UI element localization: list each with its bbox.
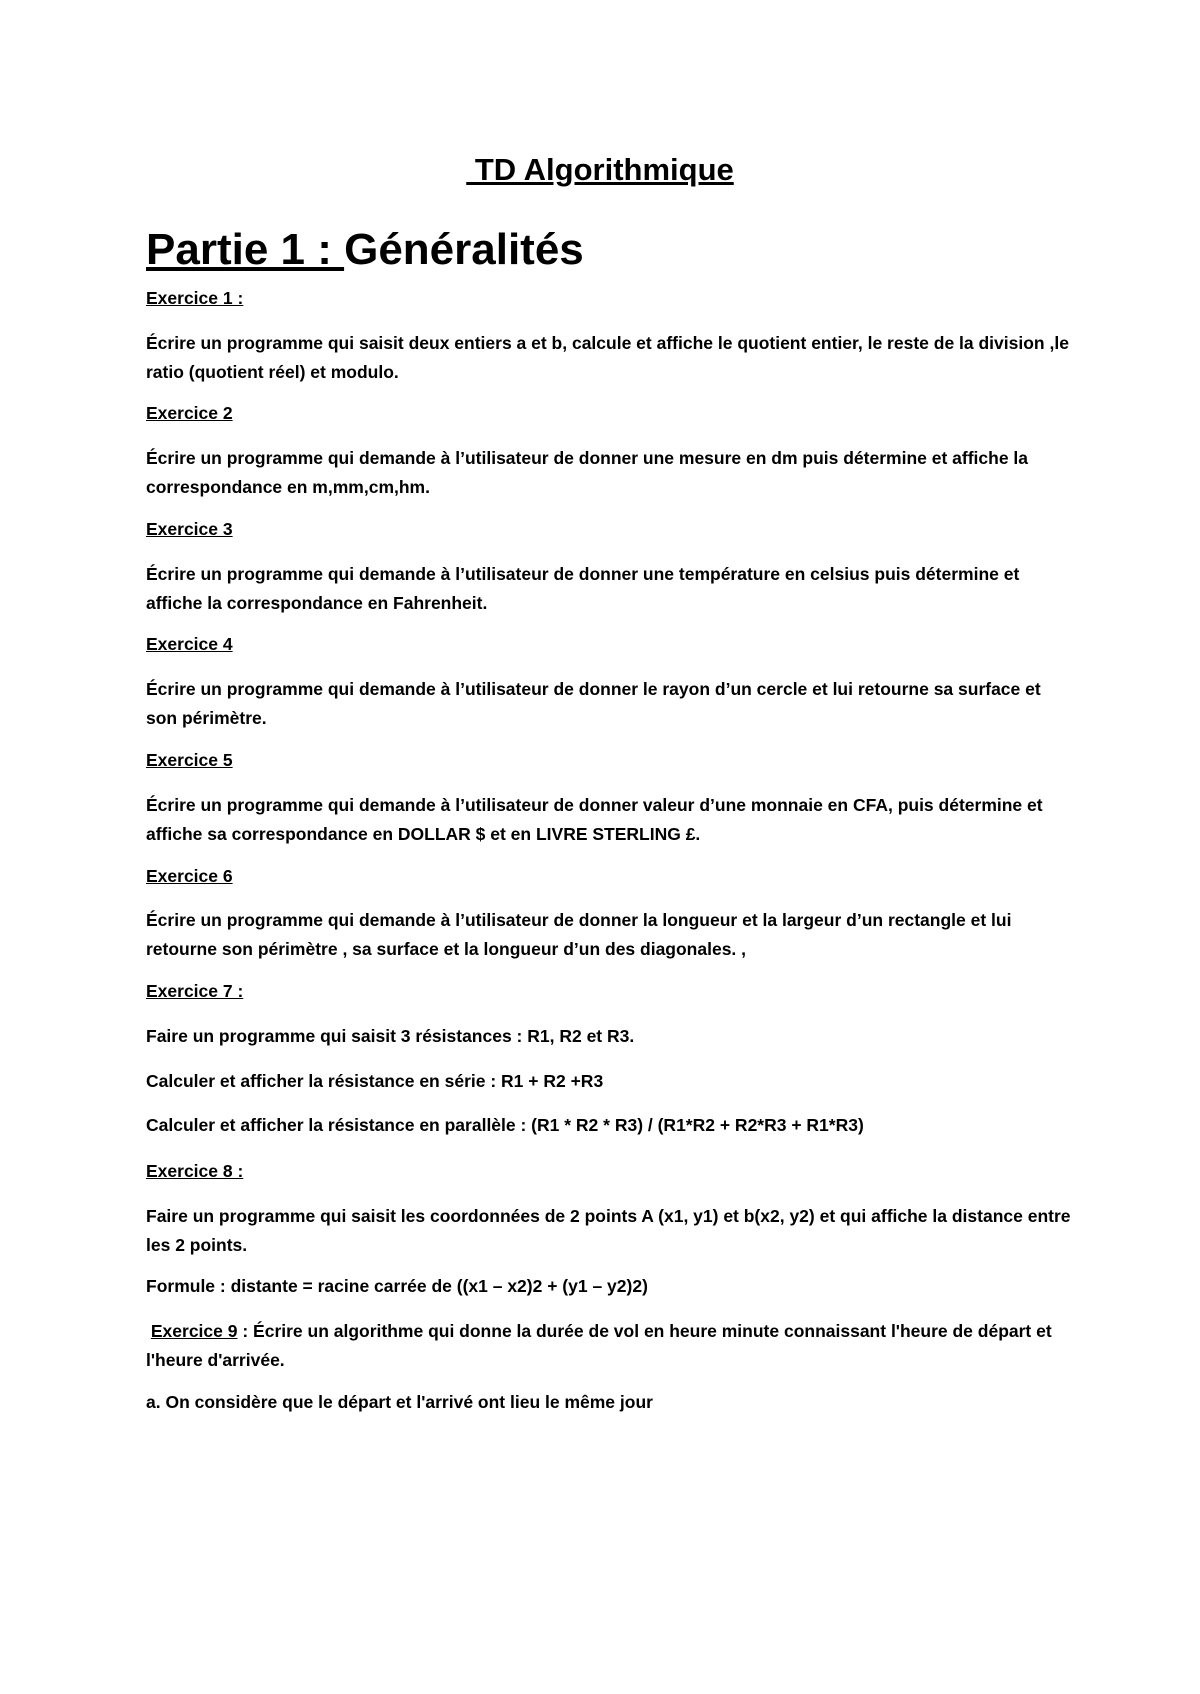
part-label: Partie 1 : [146, 225, 345, 274]
exercise-1-text: Écrire un programme qui saisit deux entiers a et b, calcule et affiche le quotient entier, le reste de la division ,le ratio (quotient réel) et modulo. [146, 333, 1069, 382]
exercise-2-heading: Exercice 2 [146, 403, 233, 423]
part-subject: Généralités [344, 225, 584, 274]
document-title: TD Algorithmique [466, 152, 734, 187]
exercise-5-heading: Exercice 5 [146, 750, 233, 770]
exercise-9-paragraph [146, 1317, 1076, 1375]
exercise-6-heading: Exercice 6 [146, 866, 233, 886]
exercise-8-line-1: Faire un programme qui saisit les coordonnées de 2 points A (x1, y1) et b(x2, y2) et qui affiche la distance entre les 2 points. [146, 1206, 1071, 1255]
exercise-9-line-a: a. On considère que le départ et l'arrivé ont lieu le même jour [146, 1392, 653, 1412]
exercise-7-line-3: Calculer et afficher la résistance en parallèle : (R1 * R2 * R3) / (R1*R2 + R2*R3 + R1*R3) [146, 1115, 864, 1135]
part-title [146, 225, 584, 275]
exercise-4-text: Écrire un programme qui demande à l’utilisateur de donner le rayon d’un cercle et lui retourne sa surface et son périmètre. [146, 679, 1041, 728]
exercise-3-text: Écrire un programme qui demande à l’utilisateur de donner une température en celsius puis détermine et affiche la correspondance en Fahrenheit. [146, 564, 1020, 613]
exercise-4-heading: Exercice 4 [146, 634, 233, 654]
exercise-6-text: Écrire un programme qui demande à l’utilisateur de donner la longueur et la largeur d’un rectangle et lui retourne son périmètre , sa surface et la longueur d’un des diagonales. , [146, 910, 1012, 959]
exercise-9-text: : Écrire un algorithme qui donne la durée de vol en heure minute connaissant l'heure de départ et l'heure d'arrivée. [146, 1321, 1052, 1370]
exercise-2-text: Écrire un programme qui demande à l’utilisateur de donner une mesure en dm puis détermine et affiche la correspondance en m,mm,cm,hm. [146, 448, 1029, 497]
exercise-8-heading: Exercice 8 : [146, 1161, 244, 1181]
exercise-3-heading: Exercice 3 [146, 519, 233, 539]
exercise-9-heading: Exercice 9 [150, 1321, 238, 1341]
exercise-1-heading: Exercice 1 : [146, 288, 244, 308]
exercise-7-line-1: Faire un programme qui saisit 3 résistances : R1, R2 et R3. [146, 1026, 635, 1046]
exercise-8-formula: Formule : distante = racine carrée de ((x1 – x2)2 + (y1 – y2)2) [146, 1276, 648, 1296]
exercise-7-line-2: Calculer et afficher la résistance en série : R1 + R2 +R3 [146, 1071, 604, 1091]
exercise-5-text: Écrire un programme qui demande à l’utilisateur de donner valeur d’une monnaie en CFA, puis détermine et affiche sa correspondance en DOLLAR $ et en LIVRE STERLING £. [146, 795, 1043, 844]
exercise-7-heading: Exercice 7 : [146, 981, 244, 1001]
